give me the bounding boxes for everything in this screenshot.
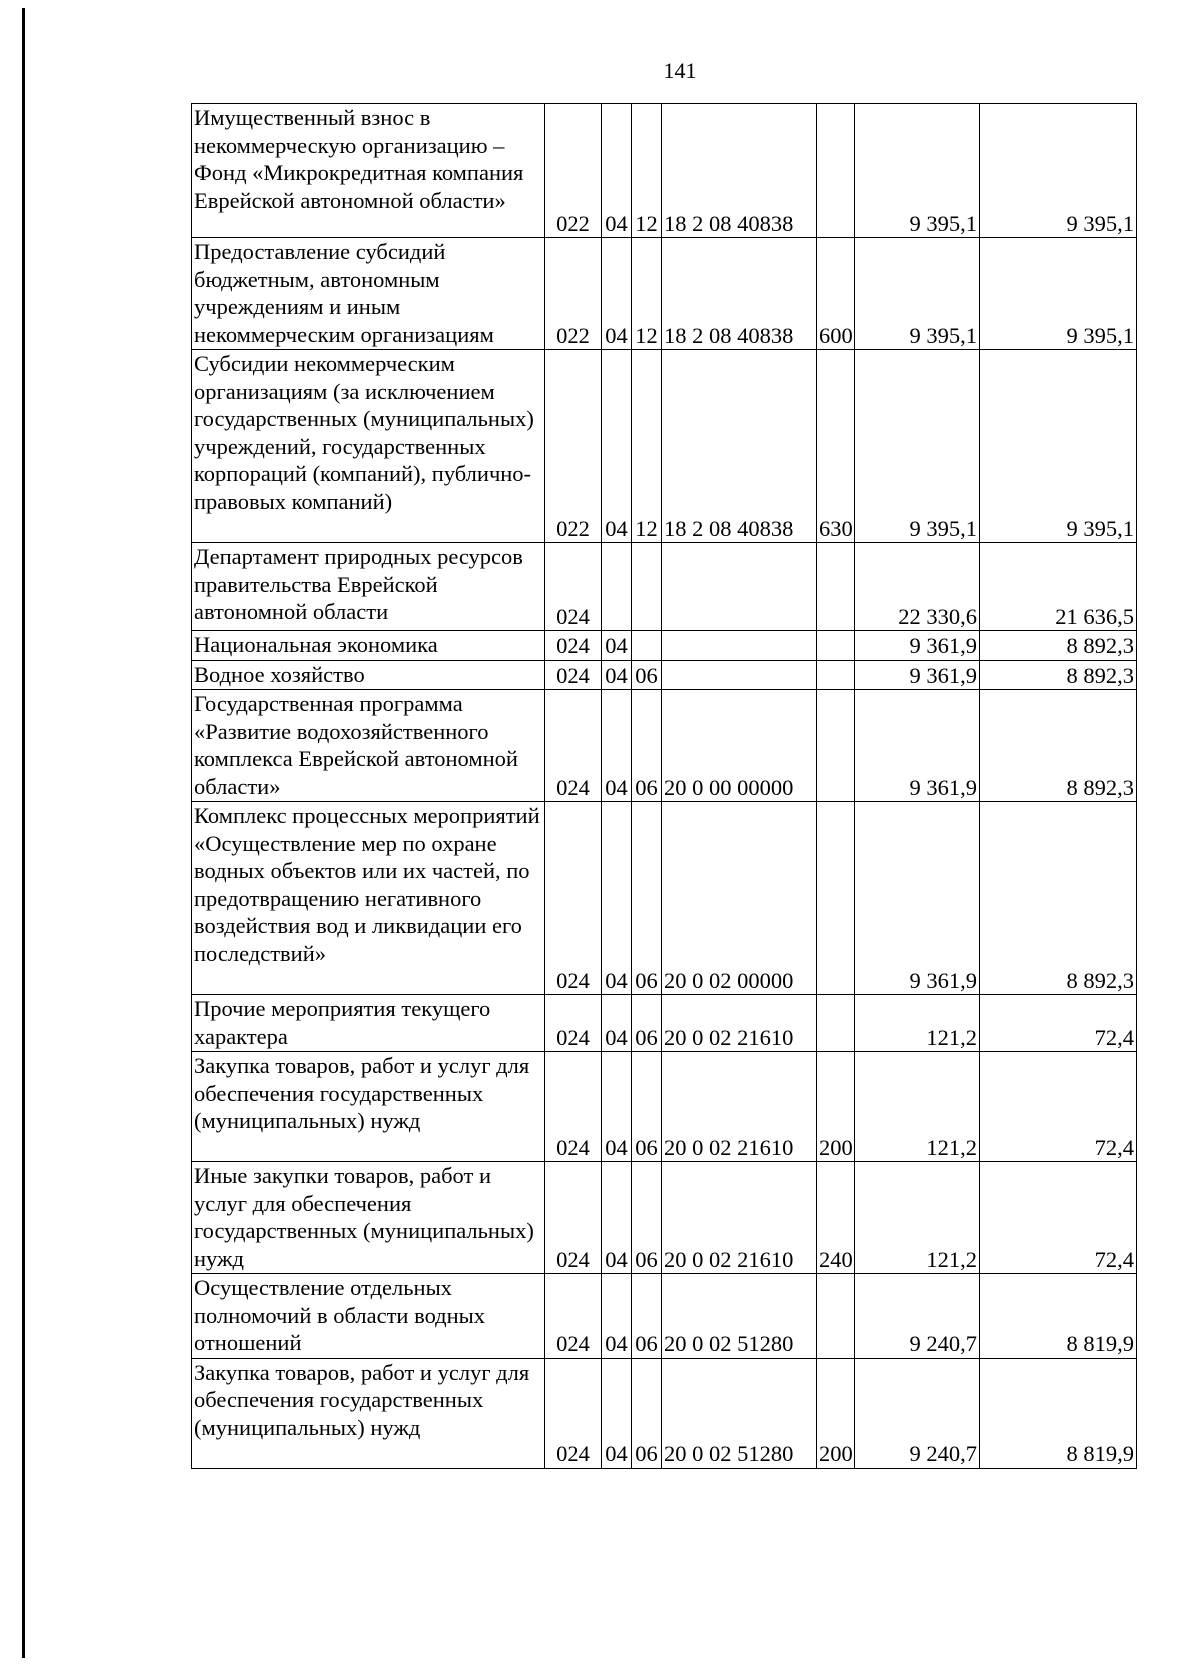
cell-rz: 04	[602, 1274, 632, 1359]
cell-value-2: 9 395,1	[980, 104, 1137, 238]
cell-pr: 06	[632, 1052, 662, 1162]
cell-vr: 200	[817, 1358, 855, 1468]
row-name: Прочие мероприятия текущего характера	[192, 995, 545, 1052]
cell-gr: 024	[545, 690, 602, 802]
cell-vr: 200	[817, 1052, 855, 1162]
cell-rz: 04	[602, 238, 632, 350]
cell-vr	[817, 690, 855, 802]
cell-pr: 06	[632, 1358, 662, 1468]
cell-value-1: 22 330,6	[855, 543, 980, 631]
cell-value-1: 9 395,1	[855, 238, 980, 350]
cell-rz: 04	[602, 995, 632, 1052]
table-row	[192, 543, 1137, 631]
cell-value-2: 72,4	[980, 1052, 1137, 1162]
cell-value-2: 9 395,1	[980, 238, 1137, 350]
cell-pr: 12	[632, 238, 662, 350]
cell-pr	[632, 543, 662, 631]
cell-csr: 18 2 08 40838	[662, 104, 817, 238]
cell-gr: 024	[545, 1274, 602, 1359]
cell-csr	[662, 543, 817, 631]
cell-vr	[817, 543, 855, 631]
cell-value-2: 8 892,3	[980, 660, 1137, 690]
cell-value-2: 8 819,9	[980, 1274, 1137, 1359]
cell-csr: 20 0 02 21610	[662, 1052, 817, 1162]
cell-rz: 04	[602, 802, 632, 995]
cell-rz: 04	[602, 1162, 632, 1274]
row-name: Субсидии некоммерческим организациям (за исключением государственных (муниципальных) учреждений, государственных корпораций (компаний), публично-правовых компаний)	[192, 350, 545, 543]
cell-rz: 04	[602, 690, 632, 802]
cell-value-1: 121,2	[855, 995, 980, 1052]
cell-csr: 20 0 02 51280	[662, 1358, 817, 1468]
cell-value-1: 9 361,9	[855, 631, 980, 661]
cell-csr: 20 0 02 21610	[662, 995, 817, 1052]
cell-rz: 04	[602, 1358, 632, 1468]
cell-rz: 04	[602, 350, 632, 543]
cell-pr: 06	[632, 690, 662, 802]
cell-gr: 024	[545, 631, 602, 661]
cell-rz: 04	[602, 104, 632, 238]
table-row	[192, 1162, 1137, 1274]
row-name: Закупка товаров, работ и услуг для обеспечения государственных (муниципальных) нужд	[192, 1052, 545, 1162]
cell-pr: 12	[632, 350, 662, 543]
cell-rz	[602, 543, 632, 631]
table-row	[192, 995, 1137, 1052]
row-name: Иные закупки товаров, работ и услуг для обеспечения государственных (муниципальных) нужд	[192, 1162, 545, 1274]
page-number: 141	[663, 58, 697, 83]
cell-csr: 18 2 08 40838	[662, 350, 817, 543]
cell-rz: 04	[602, 660, 632, 690]
cell-gr: 024	[545, 1052, 602, 1162]
cell-csr	[662, 631, 817, 661]
cell-vr	[817, 1274, 855, 1359]
cell-csr	[662, 660, 817, 690]
cell-vr: 630	[817, 350, 855, 543]
table-row	[192, 631, 1137, 661]
cell-gr: 024	[545, 1162, 602, 1274]
row-name: Осуществление отдельных полномочий в области водных отношений	[192, 1274, 545, 1359]
cell-rz: 04	[602, 631, 632, 661]
cell-pr: 06	[632, 995, 662, 1052]
table-row	[192, 104, 1137, 238]
cell-value-2: 8 819,9	[980, 1358, 1137, 1468]
row-name: Департамент природных ресурсов правительства Еврейской автономной области	[192, 543, 545, 631]
cell-gr: 024	[545, 995, 602, 1052]
row-name: Имущественный взнос в некоммерческую организацию – Фонд «Микрокредитная компания Еврейской автономной области»	[192, 104, 545, 238]
row-name: Водное хозяйство	[192, 660, 545, 690]
table-row	[192, 1358, 1137, 1468]
cell-gr: 022	[545, 104, 602, 238]
cell-value-1: 121,2	[855, 1052, 980, 1162]
cell-csr: 20 0 00 00000	[662, 690, 817, 802]
cell-value-2: 72,4	[980, 1162, 1137, 1274]
cell-value-2: 72,4	[980, 995, 1137, 1052]
row-name: Национальная экономика	[192, 631, 545, 661]
cell-value-1: 9 361,9	[855, 690, 980, 802]
table-row	[192, 1274, 1137, 1359]
cell-vr: 600	[817, 238, 855, 350]
cell-value-2: 8 892,3	[980, 690, 1137, 802]
cell-gr: 024	[545, 660, 602, 690]
cell-value-1: 9 395,1	[855, 350, 980, 543]
cell-csr: 18 2 08 40838	[662, 238, 817, 350]
cell-vr	[817, 995, 855, 1052]
cell-rz: 04	[602, 1052, 632, 1162]
table-row	[192, 238, 1137, 350]
row-name: Закупка товаров, работ и услуг для обеспечения государственных (муниципальных) нужд	[192, 1358, 545, 1468]
cell-csr: 20 0 02 21610	[662, 1162, 817, 1274]
row-name: Предоставление субсидий бюджетным, автономным учреждениям и иным некоммерческим организациям	[192, 238, 545, 350]
cell-value-1: 9 240,7	[855, 1274, 980, 1359]
table-row	[192, 350, 1137, 543]
cell-gr: 024	[545, 1358, 602, 1468]
cell-pr: 06	[632, 802, 662, 995]
cell-vr: 240	[817, 1162, 855, 1274]
cell-csr: 20 0 02 00000	[662, 802, 817, 995]
cell-vr	[817, 631, 855, 661]
table-row	[192, 660, 1137, 690]
cell-value-2: 21 636,5	[980, 543, 1137, 631]
cell-value-1: 121,2	[855, 1162, 980, 1274]
table-row	[192, 690, 1137, 802]
budget-table-body	[192, 104, 1137, 1469]
cell-csr: 20 0 02 51280	[662, 1274, 817, 1359]
cell-pr: 06	[632, 1162, 662, 1274]
cell-value-2: 9 395,1	[980, 350, 1137, 543]
cell-gr: 024	[545, 802, 602, 995]
scan-edge-line	[22, 8, 25, 1658]
cell-gr: 024	[545, 543, 602, 631]
cell-value-1: 9 395,1	[855, 104, 980, 238]
cell-pr: 06	[632, 1274, 662, 1359]
cell-gr: 022	[545, 238, 602, 350]
cell-pr	[632, 631, 662, 661]
budget-table	[191, 103, 1137, 1469]
row-name: Государственная программа «Развитие водохозяйственного комплекса Еврейской автономной области»	[192, 690, 545, 802]
table-row	[192, 1052, 1137, 1162]
cell-gr: 022	[545, 350, 602, 543]
cell-value-1: 9 361,9	[855, 802, 980, 995]
cell-pr: 06	[632, 660, 662, 690]
table-row	[192, 802, 1137, 995]
cell-value-2: 8 892,3	[980, 802, 1137, 995]
cell-value-1: 9 361,9	[855, 660, 980, 690]
cell-vr	[817, 660, 855, 690]
row-name: Комплекс процессных мероприятий «Осуществление мер по охране водных объектов или их частей, по предотвращению негативного воздействия вод и ликвидации его последствий»	[192, 802, 545, 995]
cell-value-2: 8 892,3	[980, 631, 1137, 661]
cell-value-1: 9 240,7	[855, 1358, 980, 1468]
cell-pr: 12	[632, 104, 662, 238]
cell-vr	[817, 802, 855, 995]
cell-vr	[817, 104, 855, 238]
